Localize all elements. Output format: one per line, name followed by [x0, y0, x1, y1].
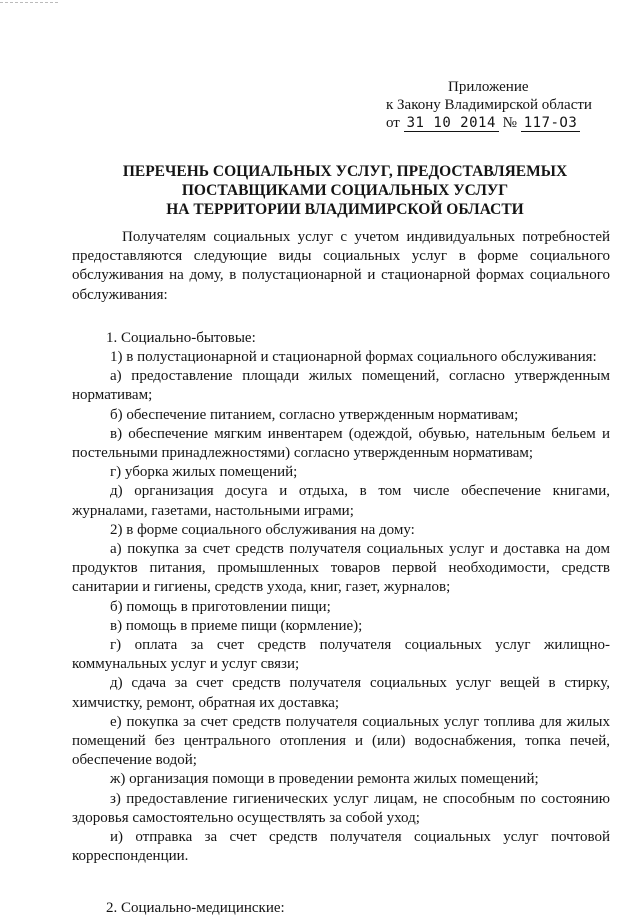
- list-item: в) помощь в приеме пищи (кормление);: [110, 617, 363, 634]
- list-item: д) организация досуга и отдыха, в том числе обеспечение книгами, журналами, газетами, настольными играми;: [72, 483, 610, 519]
- list-item: б) помощь в приготовлении пищи;: [110, 598, 331, 615]
- list-item: а) покупка за счет средств получателя социальных услуг и доставка на дом продуктов питания, промышленных товаров первой необходимости, средств санитарии и гигиены, средств ухода, книг, газет, журналов;: [72, 541, 610, 596]
- appendix-label: Приложение: [448, 79, 529, 95]
- intro-paragraph: [72, 228, 610, 305]
- document-body: [72, 228, 610, 918]
- services-list: [72, 329, 610, 918]
- list-item: г) уборка жилых помещений;: [110, 464, 298, 481]
- appendix-block: [386, 78, 616, 132]
- subsection-heading: 2) в форме социального обслуживания на дому:: [110, 521, 415, 538]
- handwritten-number: 117-ОЗ: [521, 115, 581, 132]
- list-item: д) сдача за счет средств получателя социальных услуг вещей в стирку, химчистку, ремонт, обратная их доставка;: [72, 675, 610, 711]
- document-title: [80, 162, 610, 219]
- appendix-date-line: [386, 114, 616, 132]
- appendix-law-ref: к Закону Владимирской области: [386, 97, 592, 113]
- from-label: от: [386, 115, 400, 131]
- list-item: е) покупка за счет средств получателя социальных услуг топлива для жилых помещений без центрального отопления и (или) водоснабжения, топка печей, обеспечение водой;: [72, 713, 610, 769]
- scan-edge-mark: [0, 2, 58, 3]
- section-heading: 1. Социально-бытовые:: [106, 329, 256, 346]
- list-item: б) обеспечение питанием, согласно утвержденным нормативам;: [110, 406, 519, 423]
- subsection-heading: 1) в полустационарной и стационарной формах социального обслуживания:: [110, 349, 597, 366]
- title-line-2: ПОСТАВЩИКАМИ СОЦИАЛЬНЫХ УСЛУГ: [181, 182, 509, 199]
- title-line-3: НА ТЕРРИТОРИИ ВЛАДИМИРСКОЙ ОБЛАСТИ: [166, 201, 524, 218]
- list-item: з) предоставление гигиенических услуг лицам, не способным по состоянию здоровья самостоятельно осуществлять за собой уход;: [72, 790, 610, 826]
- section-heading: 2. Социально-медицинские:: [106, 899, 285, 916]
- number-label: №: [502, 115, 517, 131]
- list-item: г) оплата за счет средств получателя социальных услуг жилищно-коммунальных услуг и услуг связи;: [72, 637, 610, 673]
- title-line-1: ПЕРЕЧЕНЬ СОЦИАЛЬНЫХ УСЛУГ, ПРЕДОСТАВЛЯЕМЫХ: [122, 163, 568, 180]
- handwritten-date: 31 10 2014: [404, 115, 499, 132]
- list-item: в) обеспечение мягким инвентарем (одеждой, обувью, нательным бельем и постельными принадлежностями) согласно утвержденным нормативам;: [72, 425, 610, 462]
- list-item: а) предоставление площади жилых помещений, согласно утвержденным нормативам;: [72, 368, 610, 404]
- list-item: ж) организация помощи в проведении ремонта жилых помещений;: [110, 771, 539, 788]
- list-item: и) отправка за счет средств получателя социальных услуг почтовой корреспонденции.: [72, 829, 610, 865]
- intro-text: Получателям социальных услуг с учетом индивидуальных потребностей предоставляются следующие виды социальных услуг в форме социального обслуживания на дому, в полустационарной и стационарной формах социального обслуживания:: [72, 229, 610, 303]
